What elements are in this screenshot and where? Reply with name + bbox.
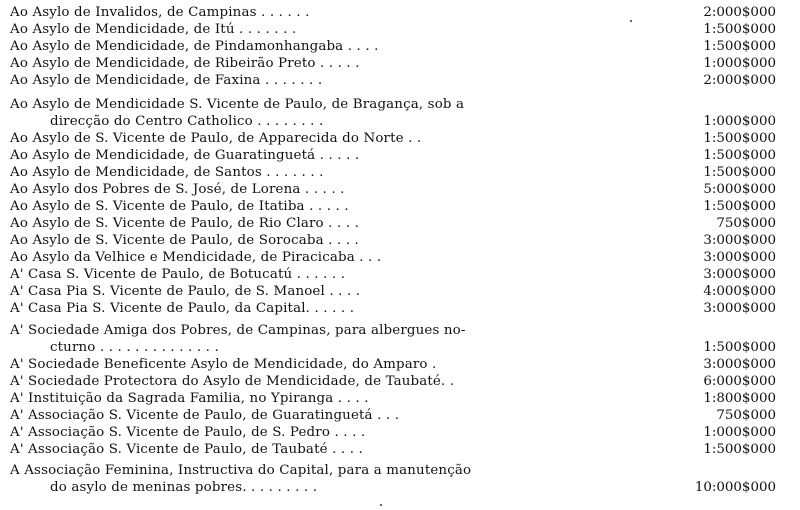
entry-amount: 1:500$000 xyxy=(703,340,776,355)
entry-amount: 10:000$000 xyxy=(694,480,776,495)
list-item xyxy=(0,38,800,56)
list-item xyxy=(0,441,800,459)
entry-label: Ao Asylo de Mendicidade, de Pindamonhangaba . . . . xyxy=(10,39,379,54)
entry-amount: 1:500$000 xyxy=(703,148,776,163)
list-item xyxy=(0,21,800,39)
entry-amount: 1:000$000 xyxy=(703,56,776,71)
entry-label: A' Casa Pia S. Vicente de Paulo, de S. Manoel . . . . xyxy=(10,284,361,299)
scan-speck xyxy=(380,504,382,506)
entry-amount: 2:000$000 xyxy=(703,5,776,20)
list-item xyxy=(0,390,800,408)
entry-label: Ao Asylo de Mendicidade, de Faxina . . . . . . . xyxy=(10,73,323,88)
list-item-continuation xyxy=(0,113,800,131)
entry-label: A' Instituição da Sagrada Familia, no Ypiranga . . . . xyxy=(10,391,369,406)
list-item xyxy=(0,198,800,216)
entry-amount: 1:500$000 xyxy=(703,131,776,146)
entry-label: A' Associação S. Vicente de Paulo, de Taubaté . . . . xyxy=(10,442,363,457)
entry-amount: 2:000$000 xyxy=(703,73,776,88)
entry-label: A' Casa S. Vicente de Paulo, de Botucatú . . . . . . xyxy=(10,267,346,282)
entry-label: Ao Asylo de Mendicidade, de Guaratinguetá . . . . . xyxy=(10,148,360,163)
entry-label: Ao Asylo de S. Vicente de Paulo, de Sorocaba . . . . xyxy=(10,233,359,248)
list-item xyxy=(0,424,800,442)
entry-amount: 6:000$000 xyxy=(703,374,776,389)
entry-amount: 1:500$000 xyxy=(703,199,776,214)
entry-amount: 1:800$000 xyxy=(703,391,776,406)
entry-amount: 1:500$000 xyxy=(703,165,776,180)
entry-amount: 750$000 xyxy=(716,216,776,231)
entry-amount: 1:500$000 xyxy=(703,442,776,457)
entry-amount: 3:000$000 xyxy=(703,233,776,248)
entry-label: Ao Asylo de Mendicidade, de Santos . . . . . . . xyxy=(10,165,324,180)
entry-amount: 1:500$000 xyxy=(703,39,776,54)
scan-speck xyxy=(630,20,632,22)
list-item xyxy=(0,72,800,90)
entry-label-continuation: do asylo de meninas pobres. . . . . . . . . xyxy=(50,480,318,495)
list-item xyxy=(0,130,800,148)
entry-label: A' Sociedade Protectora do Asylo de Mendicidade, de Taubaté. . xyxy=(10,374,455,389)
entry-label: Ao Asylo de Mendicidade, de Ribeirão Preto . . . . . xyxy=(10,56,360,71)
list-item xyxy=(0,215,800,233)
list-item xyxy=(0,356,800,374)
entry-label: Ao Asylo de Invalidos, de Campinas . . . . . . xyxy=(10,5,310,20)
list-item xyxy=(0,164,800,182)
entry-amount: 1:000$000 xyxy=(703,114,776,129)
entry-amount: 3:000$000 xyxy=(703,250,776,265)
entry-label: A' Associação S. Vicente de Paulo, de Guaratinguetá . . . xyxy=(10,408,400,423)
entry-label: Ao Asylo de S. Vicente de Paulo, de Apparecida do Norte . . xyxy=(10,131,422,146)
list-item xyxy=(0,232,800,250)
entry-amount: 1:000$000 xyxy=(703,425,776,440)
entry-amount: 5:000$000 xyxy=(703,182,776,197)
entry-amount: 3:000$000 xyxy=(703,301,776,316)
list-item xyxy=(0,96,800,114)
list-item xyxy=(0,4,800,22)
list-item xyxy=(0,55,800,73)
list-item xyxy=(0,266,800,284)
entry-label: A' Associação S. Vicente de Paulo, de S. Pedro . . . . xyxy=(10,425,366,440)
entry-label-continuation: direcção do Centro Catholico . . . . . . . . xyxy=(50,114,324,129)
list-item xyxy=(0,147,800,165)
list-item xyxy=(0,181,800,199)
entry-label: Ao Asylo dos Pobres de S. José, de Lorena . . . . . xyxy=(10,182,345,197)
list-item-continuation xyxy=(0,339,800,357)
list-item-continuation xyxy=(0,479,800,497)
entry-label: Ao Asylo da Velhice e Mendicidade, de Piracicaba . . . xyxy=(10,250,382,265)
entry-label: A' Casa Pia S. Vicente de Paulo, da Capital. . . . . . xyxy=(10,301,355,316)
entry-label: Ao Asylo de S. Vicente de Paulo, de Rio Claro . . . . xyxy=(10,216,360,231)
entry-label: Ao Asylo de Mendicidade, de Itú . . . . . . . xyxy=(10,22,297,37)
entry-label-continuation: cturno . . . . . . . . . . . . . . xyxy=(50,340,219,355)
entry-amount: 750$000 xyxy=(716,408,776,423)
list-item xyxy=(0,407,800,425)
entry-label: Ao Asylo de S. Vicente de Paulo, de Itatiba . . . . . xyxy=(10,199,349,214)
entry-amount: 3:000$000 xyxy=(703,357,776,372)
list-item xyxy=(0,249,800,267)
list-item xyxy=(0,322,800,340)
list-item xyxy=(0,300,800,318)
entry-label: Ao Asylo de Mendicidade S. Vicente de Paulo, de Bragança, sob a xyxy=(10,97,465,112)
entry-label: A Associação Feminina, Instructiva do Capital, para a manutenção xyxy=(10,463,472,478)
list-item xyxy=(0,373,800,391)
entry-amount: 4:000$000 xyxy=(703,284,776,299)
entry-label: A' Sociedade Amiga dos Pobres, de Campinas, para albergues no- xyxy=(10,323,466,338)
entry-label: A' Sociedade Beneficente Asylo de Mendicidade, do Amparo . xyxy=(10,357,437,372)
entry-amount: 3:000$000 xyxy=(703,267,776,282)
list-item xyxy=(0,283,800,301)
list-item xyxy=(0,462,800,480)
entry-amount: 1:500$000 xyxy=(703,22,776,37)
